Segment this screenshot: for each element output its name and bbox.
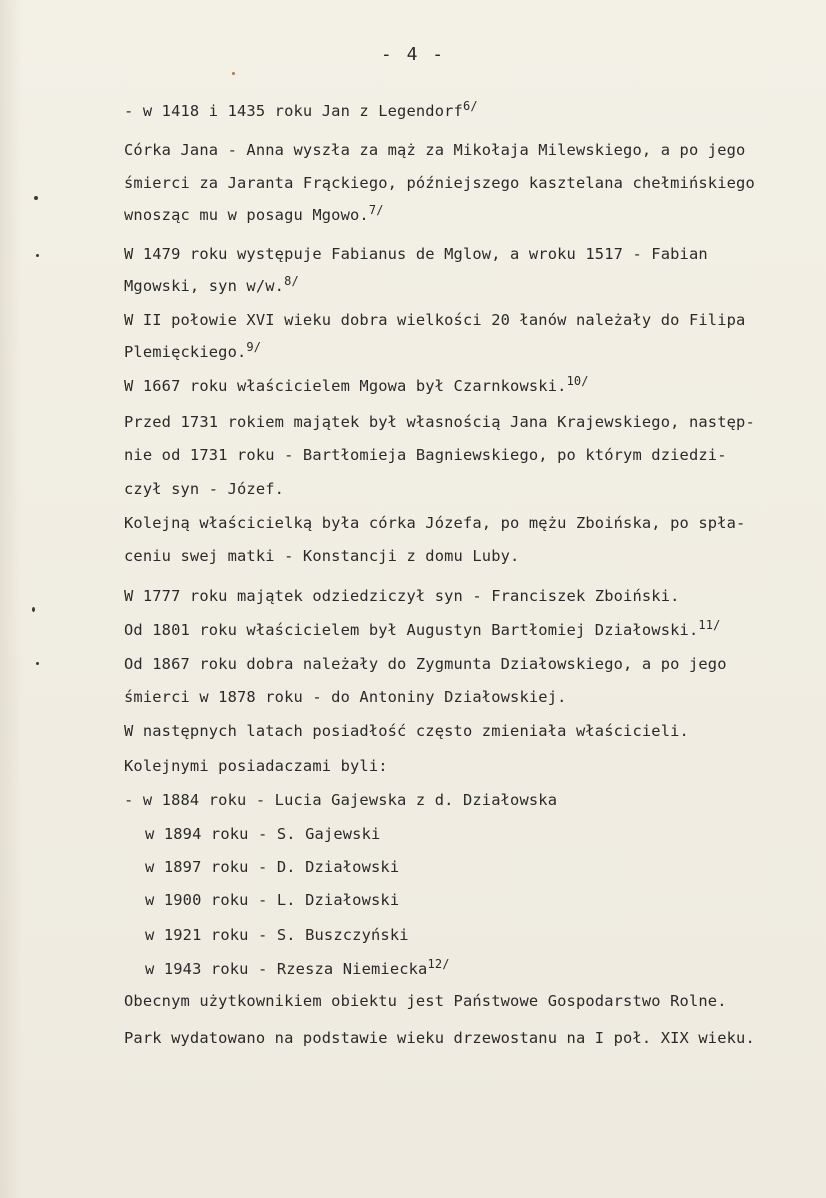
- line-text: Od 1867 roku dobra należały do Zygmunta Działowskiego, a po jego: [124, 655, 727, 673]
- text-line: [124, 99, 478, 120]
- paper-speck: [232, 72, 235, 75]
- footnote-reference: 6/: [462, 99, 478, 113]
- text-line: [124, 618, 721, 639]
- text-line: [124, 274, 299, 295]
- owner-list-item: [145, 926, 409, 944]
- owner-list-item: [145, 858, 399, 876]
- line-text: W następnych latach posiadłość często zmieniała właścicieli.: [124, 722, 689, 740]
- margin-mark: [36, 662, 39, 665]
- line-text: Kolejnymi posiadaczami byli:: [124, 757, 388, 775]
- line-text: w 1897 roku - D. Działowski: [145, 858, 400, 876]
- owner-list-item: [145, 891, 399, 909]
- text-line: [124, 992, 727, 1010]
- margin-mark: [34, 196, 38, 200]
- text-line: [124, 722, 689, 740]
- line-text: W 1777 roku majątek odziedziczył syn - Franciszek Zboiński.: [124, 587, 680, 605]
- owner-list-item: [124, 791, 557, 809]
- footnote-reference: 10/: [566, 374, 589, 388]
- line-text: nie od 1731 roku - Bartłomieja Bagniewskiego, po którym dziedzi-: [124, 446, 727, 464]
- line-text: w 1900 roku - L. Działowski: [145, 891, 400, 909]
- line-text: W II połowie XVI wieku dobra wielkości 20 łanów należały do Filipa: [124, 311, 746, 329]
- text-line: [124, 547, 519, 565]
- footnote-reference: 11/: [698, 618, 721, 632]
- line-text: W 1667 roku właścicielem Mgowa był Czarnkowski.: [124, 377, 567, 395]
- footnote-reference: 12/: [427, 957, 450, 971]
- line-text: czył syn - Józef.: [124, 480, 285, 498]
- line-text: wnosząc mu w posagu Mgowo.: [124, 206, 369, 224]
- line-text: - w 1418 i 1435 roku Jan z Legendorf: [124, 102, 463, 120]
- footnote-reference: 8/: [284, 274, 299, 288]
- footnote-reference: 9/: [246, 340, 262, 354]
- text-line: [124, 480, 284, 498]
- line-text: Przed 1731 rokiem majątek był własnością Jana Krajewskiego, następ-: [124, 413, 755, 431]
- line-text: Kolejną właścicielką była córka Józefa, po mężu Zboińska, po spła-: [124, 514, 746, 532]
- page-number: - 4 -: [380, 44, 446, 65]
- line-text: Plemięckiego.: [124, 343, 247, 361]
- line-text: Obecnym użytkownikiem obiektu jest Państwowe Gospodarstwo Rolne.: [124, 992, 727, 1010]
- line-text: śmierci za Jaranta Frąckiego, późniejszego kasztelana chełmińskiego: [124, 174, 755, 192]
- line-text: W 1479 roku występuje Fabianus de Mglow, a wroku 1517 - Fabian: [124, 245, 708, 263]
- line-text: Park wydatowano na podstawie wieku drzewostanu na I poł. XIX wieku.: [124, 1029, 755, 1047]
- owner-list-item: [145, 825, 380, 843]
- text-line: [124, 374, 589, 395]
- line-text: - w 1884 roku - Lucia Gajewska z d. Działowska: [124, 791, 558, 809]
- text-line: [124, 655, 727, 673]
- line-text: w 1921 roku - S. Buszczyński: [145, 926, 409, 944]
- text-line: [124, 514, 745, 532]
- text-line: [124, 688, 567, 706]
- owner-list-item: [145, 957, 450, 978]
- text-line: [124, 587, 680, 605]
- line-text: Córka Jana - Anna wyszła za mąż za Mikołaja Milewskiego, a po jego: [124, 141, 746, 159]
- line-text: ceniu swej matki - Konstancji z domu Luby.: [124, 547, 520, 565]
- text-line: [124, 446, 727, 464]
- text-line: [124, 245, 708, 263]
- text-line: [124, 311, 745, 329]
- page-edge-shadow: [0, 0, 22, 1198]
- text-line: [124, 141, 745, 159]
- text-line: [124, 174, 755, 192]
- line-text: śmierci w 1878 roku - do Antoniny Działowskiej.: [124, 688, 567, 706]
- line-text: Mgowski, syn w/w.: [124, 277, 285, 295]
- line-text: w 1943 roku - Rzesza Niemiecka: [145, 960, 428, 978]
- text-line: [124, 1029, 755, 1047]
- text-line: [124, 203, 384, 224]
- margin-mark: [36, 254, 39, 257]
- line-text: Od 1801 roku właścicielem był Augustyn Bartłomiej Działowski.: [124, 621, 699, 639]
- text-line: [124, 340, 262, 361]
- text-line: [124, 757, 388, 775]
- margin-mark: [32, 607, 35, 612]
- footnote-reference: 7/: [368, 203, 384, 217]
- text-line: [124, 413, 755, 431]
- line-text: w 1894 roku - S. Gajewski: [145, 825, 381, 843]
